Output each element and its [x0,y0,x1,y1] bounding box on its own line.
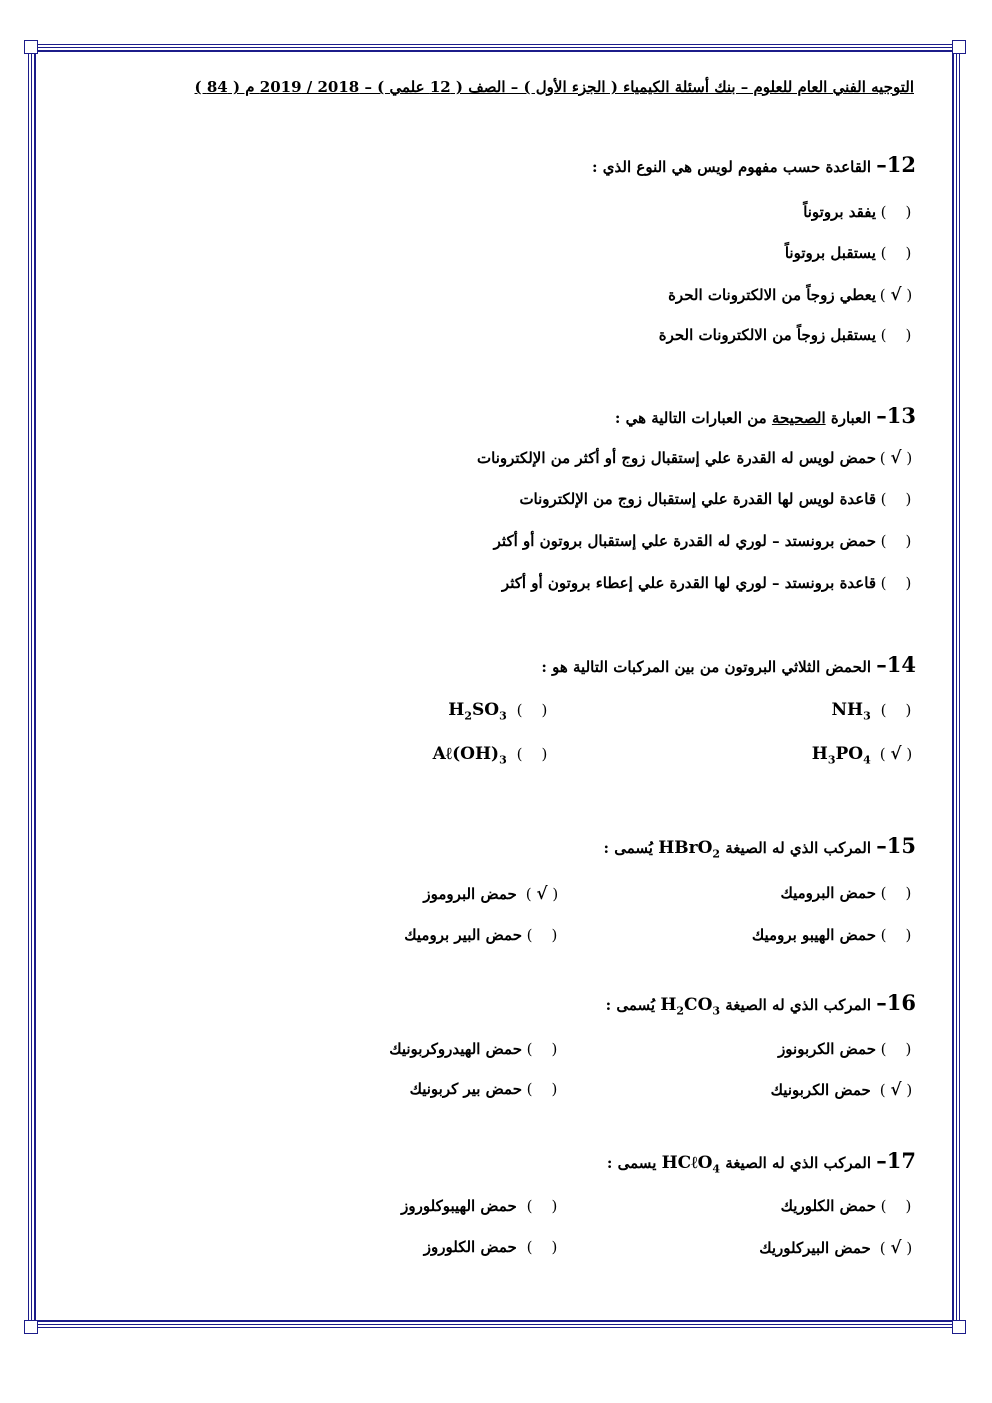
underlined-word: الصحيحة [771,409,826,427]
q17-option-3[interactable]: ( √ ) حمض البيركلوريك [759,1238,913,1258]
q17-option-1[interactable]: ( )حمض الكلوريك [780,1197,912,1215]
corner-ornament [24,1320,38,1334]
question-text: القاعدة حسب مفهوم لويس هي النوع الذي : [592,158,872,176]
corner-ornament [952,40,966,54]
q13-option-4[interactable]: ( )قاعدة برونستد – لوري لها القدرة علي إعطاء بروتون أو أكثر [501,574,912,592]
q16-option-2[interactable]: ( )حمض الهيدروكربونيك [389,1040,558,1058]
q16-option-1[interactable]: ( )حمض الكربونوز [778,1040,912,1058]
question-17: 17– المركب الذي له الصيغة HCℓO$_4$ يسمى : [606,1148,916,1176]
question-16: 16– المركب الذي له الصيغة $H_2CO_3$ يُسمى : [605,990,916,1018]
q17-option-4[interactable]: ( ) حمض الكلوروز [423,1238,558,1256]
q13-option-3[interactable]: ( )حمض برونستد – لوري له القدرة علي إستقبال بروتون أو أكثر [493,532,912,550]
question-number: 14– [876,652,916,677]
q12-option-1[interactable]: ( )يفقد بروتوناً [803,203,912,221]
checkmark-icon: √ [536,884,548,904]
question-13: 13– العبارة الصحيحة من العبارات التالية هي : [614,403,916,428]
q15-option-1[interactable]: ( )حمض البروميك [780,884,912,902]
formula-h3po4: $H_3PO_4$ [811,744,871,767]
q14-option-h3po4[interactable]: ( √ ) $H_3PO_4$ [811,744,913,767]
formula-hbro2: HBrO$_2$ [658,838,721,861]
checkmark-icon: √ [890,744,902,764]
q16-option-3[interactable]: ( √ ) حمض الكربونيك [770,1080,913,1100]
page-border-inner [34,50,954,1322]
question-number: 17– [876,1148,916,1173]
formula-h2so3: $H_2SO_3$ [448,700,507,723]
checkmark-icon: √ [890,1238,902,1258]
q13-option-2[interactable]: ( )قاعدة لويس لها القدرة علي إستقبال زوج من الإلكترونات [519,490,912,508]
corner-ornament [24,40,38,54]
page-header: التوجيه الفني العام للعلوم – بنك أسئلة الكيمياء ( الجزء الأول ) – الصف ( 12 علمي ) – 2018 / 2019 م ( 84 ) [194,78,914,96]
q15-option-2[interactable]: ( √ ) حمض البروموز [423,884,559,904]
q14-option-h2so3[interactable]: ( ) $H_2SO_3$ [448,700,548,723]
q13-option-1[interactable]: ( √ )حمض لويس له القدرة علي إستقبال زوج أو أكثر من الإلكترونات [477,448,913,468]
q15-option-3[interactable]: ( )حمض الهيبو بروميك [751,926,912,944]
q15-option-4[interactable]: ( )حمض البير بروميك [404,926,558,944]
q17-option-2[interactable]: ( ) حمض الهيبوكلوروز [401,1197,558,1215]
checkmark-icon: √ [890,448,902,468]
formula-nh3: $NH_3$ [831,700,871,723]
question-number: 15– [876,833,916,858]
formula-aloh3: $A\ell(OH)_3$ [432,744,507,767]
q14-option-aloh3[interactable]: ( ) $A\ell(OH)_3$ [432,744,548,767]
checkmark-icon: √ [890,285,902,305]
q14-option-nh3[interactable]: ( ) $NH_3$ [831,700,912,723]
question-15: 15– المركب الذي له الصيغة HBrO$_2$ يُسمى : [603,833,916,861]
question-14 [541,652,916,677]
q12-option-2[interactable]: ( )يستقبل بروتوناً [784,244,912,262]
q16-option-4[interactable]: ( )حمض بير كربونيك [409,1080,558,1098]
formula-h2co3: $H_2CO_3$ [660,995,721,1018]
question-12 [592,152,916,177]
checkmark-icon: √ [890,1080,902,1100]
formula-hclo4: HCℓO$_4$ [661,1153,721,1176]
question-number: 16– [876,990,916,1015]
corner-ornament [952,1320,966,1334]
q12-option-3[interactable]: ( √ )يعطي زوجاً من الالكترونات الحرة [668,285,913,305]
question-text: الحمض الثلاثي البروتون من بين المركبات التالية هو : [541,658,872,676]
question-number: 12– [876,152,916,177]
question-number: 13– [876,403,916,428]
q12-option-4[interactable]: ( )يستقبل زوجاً من الالكترونات الحرة [658,326,912,344]
